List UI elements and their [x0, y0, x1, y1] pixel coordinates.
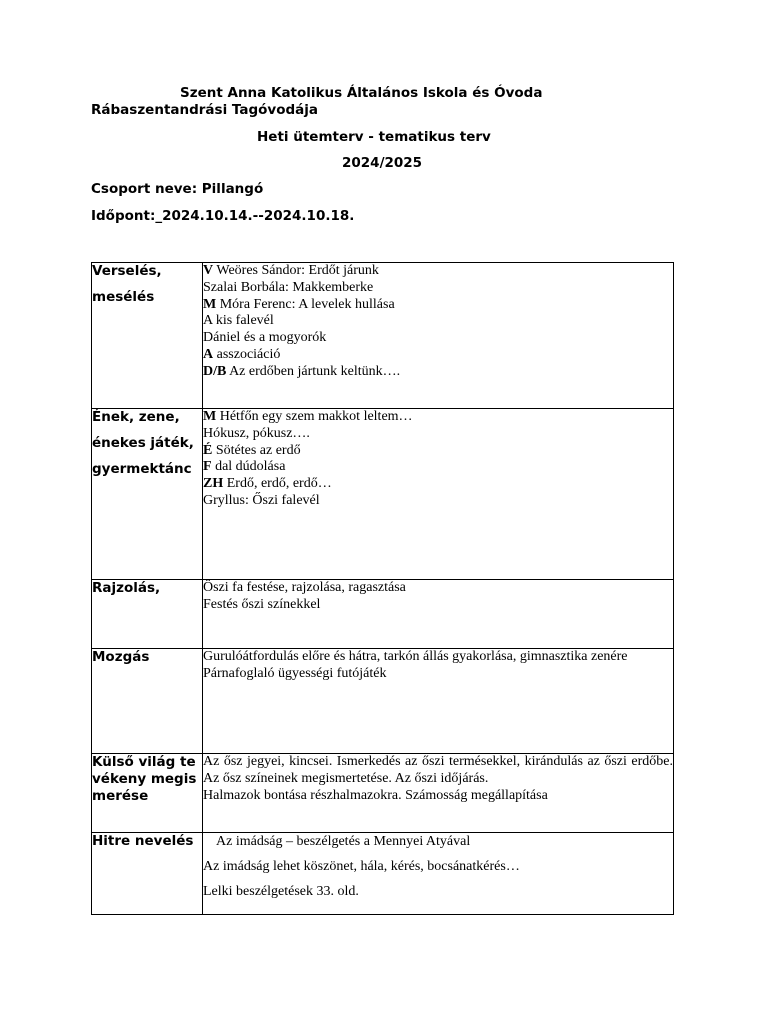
content-line: M Hétfőn egy szem makkot leltem…: [203, 409, 413, 424]
label-line: Rajzolás,: [92, 580, 161, 596]
label-line: Hitre nevelés: [92, 833, 194, 849]
weekly-plan-table: [91, 262, 674, 915]
table-row: [92, 754, 674, 833]
branch-name: Rábaszentandrási Tagóvodája: [91, 102, 319, 118]
row-content-hitre-neveles: [203, 833, 674, 915]
content-line: D/B Az erdőben jártunk keltünk….: [203, 363, 401, 379]
content-line: Hókusz, pókusz….: [203, 425, 310, 441]
row-label-hitre-neveles: [92, 833, 203, 915]
group-name: Csoport neve: Pillangó: [91, 181, 264, 197]
content-line: Az imádság lehet köszönet, hála, kérés, bocsánatkérés…: [203, 859, 520, 874]
table-row: [92, 409, 674, 580]
row-label-mozgas: [92, 649, 203, 754]
row-label-enek: [92, 409, 203, 580]
school-year: 2024/2025: [342, 155, 423, 171]
content-line: A asszociáció: [203, 346, 281, 362]
content-line: Az ősz jegyei, kincsei. Ismerkedés az őszi termésekkel, kirándulás az őszi erdőbe. Az ősz színeinek megismertetése. Az őszi időjárás.: [203, 754, 673, 786]
row-content-mozgas: [203, 649, 674, 754]
label-line: Mozgás: [92, 649, 150, 665]
content-line: Öszi fa festése, rajzolása, ragasztása: [203, 580, 406, 595]
date-range: Időpont:_2024.10.14.--2024.10.18.: [91, 208, 355, 224]
content-line: Szalai Borbála: Makkemberke: [203, 279, 374, 295]
row-content-rajzolas: [203, 580, 674, 649]
label-line: Külső világ tevékeny megismerése: [92, 754, 197, 804]
plan-title: Heti ütemterv - tematikus terv: [257, 129, 491, 145]
content-line: ZH Erdő, erdő, erdő…: [203, 476, 332, 492]
table-row: [92, 580, 674, 649]
label-line: Verselés,: [92, 263, 162, 279]
row-content-verseles: [203, 263, 674, 409]
label-line: gyermektánc: [92, 461, 192, 477]
row-label-rajzolas: [92, 580, 203, 649]
content-line: M Móra Ferenc: A levelek hullása: [203, 296, 395, 312]
content-line: Festés őszi színekkel: [203, 596, 321, 612]
table-row: [92, 833, 674, 915]
content-line: Halmazok bontása részhalmazokra. Számosság megállapítása: [203, 787, 548, 803]
school-name: Szent Anna Katolikus Általános Iskola és Óvoda: [180, 85, 543, 101]
content-line: Gryllus: Őszi falevél: [203, 492, 320, 508]
content-line: É Sötétes az erdő: [203, 442, 301, 458]
row-content-enek: [203, 409, 674, 580]
label-line: Ének, zene,: [92, 409, 180, 425]
content-line: F dal dúdolása: [203, 459, 286, 475]
row-content-kulso-vilag: [203, 754, 674, 833]
content-line: Az imádság – beszélgetés a Mennyei Atyával: [216, 834, 471, 849]
content-line: V Weöres Sándor: Erdőt járunk: [203, 263, 379, 278]
table-row: [92, 263, 674, 409]
content-line: Lelki beszélgetések 33. old.: [203, 884, 359, 899]
label-line: mesélés: [92, 289, 155, 305]
table-row: [92, 649, 674, 754]
label-line: énekes játék,: [92, 435, 194, 451]
content-line: Gurulóátfordulás előre és hátra, tarkón állás gyakorlása, gimnasztika zenére: [203, 649, 628, 664]
content-line: A kis falevél: [203, 313, 274, 329]
content-line: Dániel és a mogyorók: [203, 330, 327, 346]
row-label-verseles: [92, 263, 203, 409]
content-line: Párnafoglaló ügyességi futójáték: [203, 665, 387, 681]
row-label-kulso-vilag: [92, 754, 203, 833]
